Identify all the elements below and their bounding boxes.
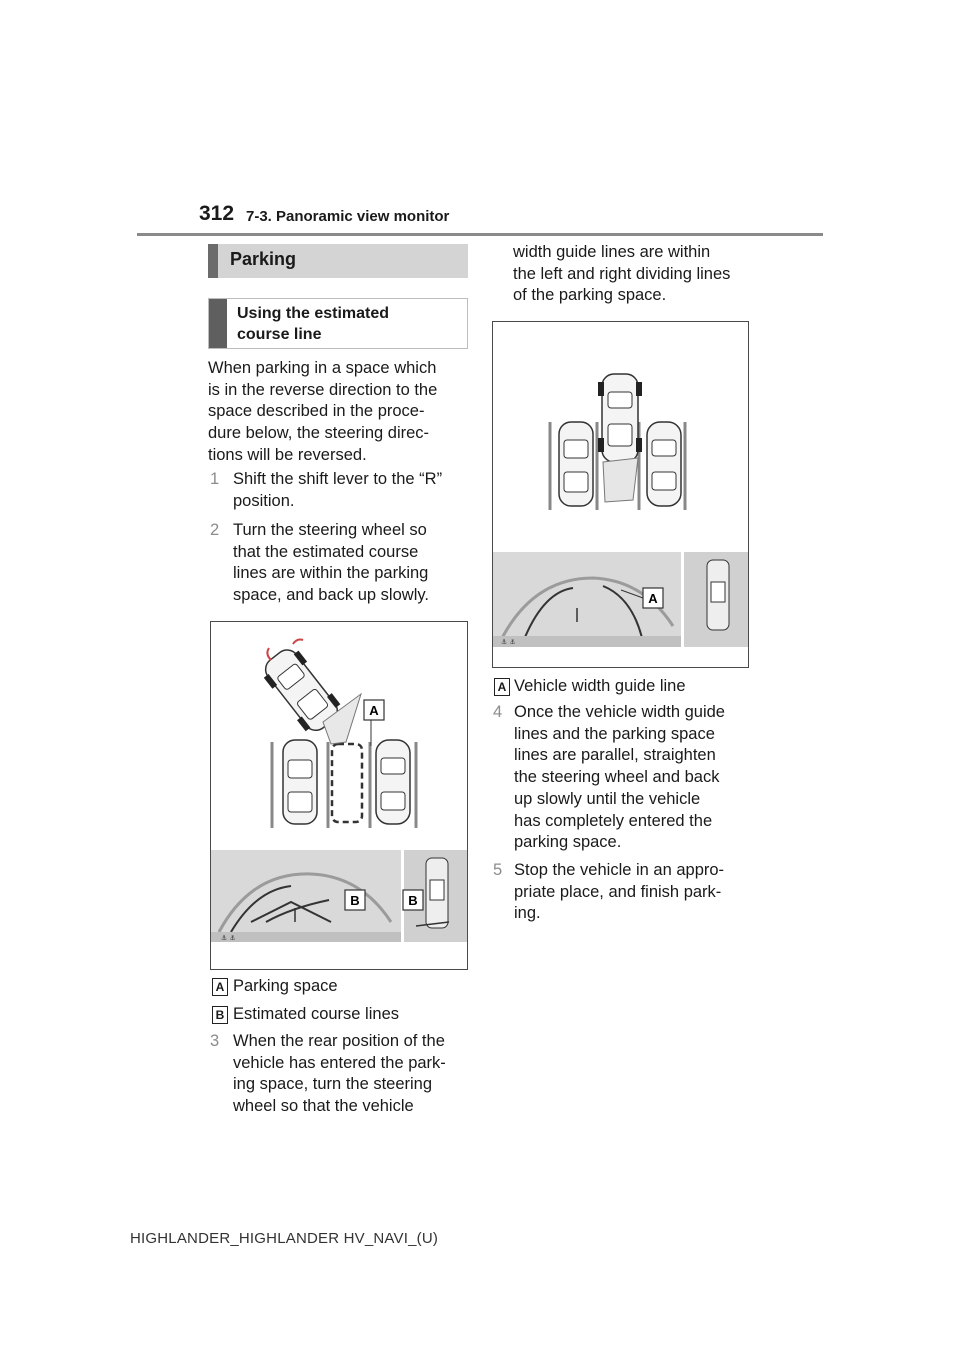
- parking-space-outline: [332, 744, 362, 822]
- intro-paragraph: [208, 358, 437, 467]
- step-line: lines and the parking space: [514, 724, 715, 743]
- step-line: lines are parallel, straighten: [514, 746, 716, 765]
- intro-line: dure below, the steering direc-: [208, 424, 430, 443]
- step-4-number: 4: [493, 703, 503, 721]
- step-line: Turn the steering wheel so: [233, 521, 427, 539]
- step-line: ing.: [514, 904, 541, 923]
- step-2-number: 2: [210, 521, 220, 539]
- step-line: vehicle has entered the park-: [233, 1053, 446, 1072]
- legend-badge-b: B: [212, 1006, 228, 1024]
- heading-parking-text: Parking: [230, 249, 297, 269]
- intro-line: is in the reverse direction to the: [208, 380, 438, 399]
- step-line: parking space.: [514, 833, 622, 852]
- svg-text:⚓ ⚓: ⚓ ⚓: [501, 638, 516, 646]
- step-1-number: 1: [210, 470, 220, 488]
- step-line: Stop the vehicle in an appro-: [514, 861, 725, 879]
- step-line: space, and back up slowly.: [233, 586, 429, 605]
- step-5-text: [514, 860, 724, 925]
- step-line: width guide lines are within: [513, 243, 711, 261]
- intro-line: When parking in a space which: [208, 359, 437, 377]
- svg-text:⚓ ⚓: ⚓ ⚓: [221, 934, 236, 942]
- parked-car-right: [647, 422, 681, 506]
- heading-parking: [208, 244, 468, 278]
- parked-car-left: [283, 740, 317, 824]
- subheading-bar: [209, 299, 227, 348]
- step-3-text: [233, 1031, 446, 1118]
- heading-bar: [208, 244, 218, 278]
- subheading-estimated-course-line: [208, 298, 468, 349]
- reversing-car: [598, 374, 642, 462]
- step-line: priate place, and finish park-: [514, 882, 722, 901]
- footer-model-code: HIGHLANDER_HIGHLANDER HV_NAVI_(U): [130, 1230, 439, 1247]
- step-4-text: [514, 702, 725, 854]
- figure-1-label-b: B: [408, 893, 418, 908]
- step-line: that the estimated course: [233, 542, 419, 561]
- figure-parking-space: [210, 621, 468, 970]
- figure-vehicle-width-guide: [492, 321, 749, 668]
- step-line: Once the vehicle width guide: [514, 703, 725, 721]
- intro-line: tions will be reversed.: [208, 445, 367, 464]
- figure-1-label-a: A: [369, 703, 379, 718]
- step-line: of the parking space.: [513, 286, 667, 305]
- legend-badge-a: A: [212, 978, 228, 996]
- parked-car-left: [559, 422, 593, 506]
- page-number: 312: [199, 202, 235, 225]
- step-3-continued: [513, 242, 730, 307]
- step-line: the steering wheel and back: [514, 768, 720, 787]
- header-divider: [137, 233, 823, 236]
- step-line: lines are within the parking: [233, 564, 429, 583]
- step-2-text: [233, 520, 429, 607]
- parked-car-right: [376, 740, 410, 824]
- figure-1-illustration: [211, 622, 467, 969]
- legend-badge-a: A: [494, 678, 510, 696]
- step-1-text: [233, 469, 442, 512]
- figure-1-label-b: B: [350, 893, 360, 908]
- figure-2-illustration: [493, 322, 748, 667]
- step-line: up slowly until the vehicle: [514, 789, 701, 808]
- figure-2-label-a: A: [648, 591, 658, 606]
- step-line: Shift the shift lever to the “R”: [233, 470, 443, 488]
- section-title: 7-3. Panoramic view monitor: [246, 208, 450, 225]
- step-line: wheel so that the vehicle: [233, 1097, 414, 1116]
- step-line: has completely entered the: [514, 811, 713, 830]
- legend-vehicle-width-guide-line: Vehicle width guide line: [514, 677, 686, 695]
- subheading-text: Using the estimated course line: [237, 305, 390, 343]
- legend-parking-space: Parking space: [233, 977, 338, 995]
- step-3-number: 3: [210, 1032, 220, 1050]
- step-line: When the rear position of the: [233, 1032, 445, 1050]
- step-5-number: 5: [493, 861, 503, 879]
- step-line: position.: [233, 491, 295, 510]
- legend-estimated-course-lines: Estimated course lines: [233, 1005, 399, 1023]
- intro-line: space described in the proce-: [208, 402, 425, 421]
- step-line: ing space, turn the steering: [233, 1075, 433, 1094]
- step-line: the left and right dividing lines: [513, 264, 731, 283]
